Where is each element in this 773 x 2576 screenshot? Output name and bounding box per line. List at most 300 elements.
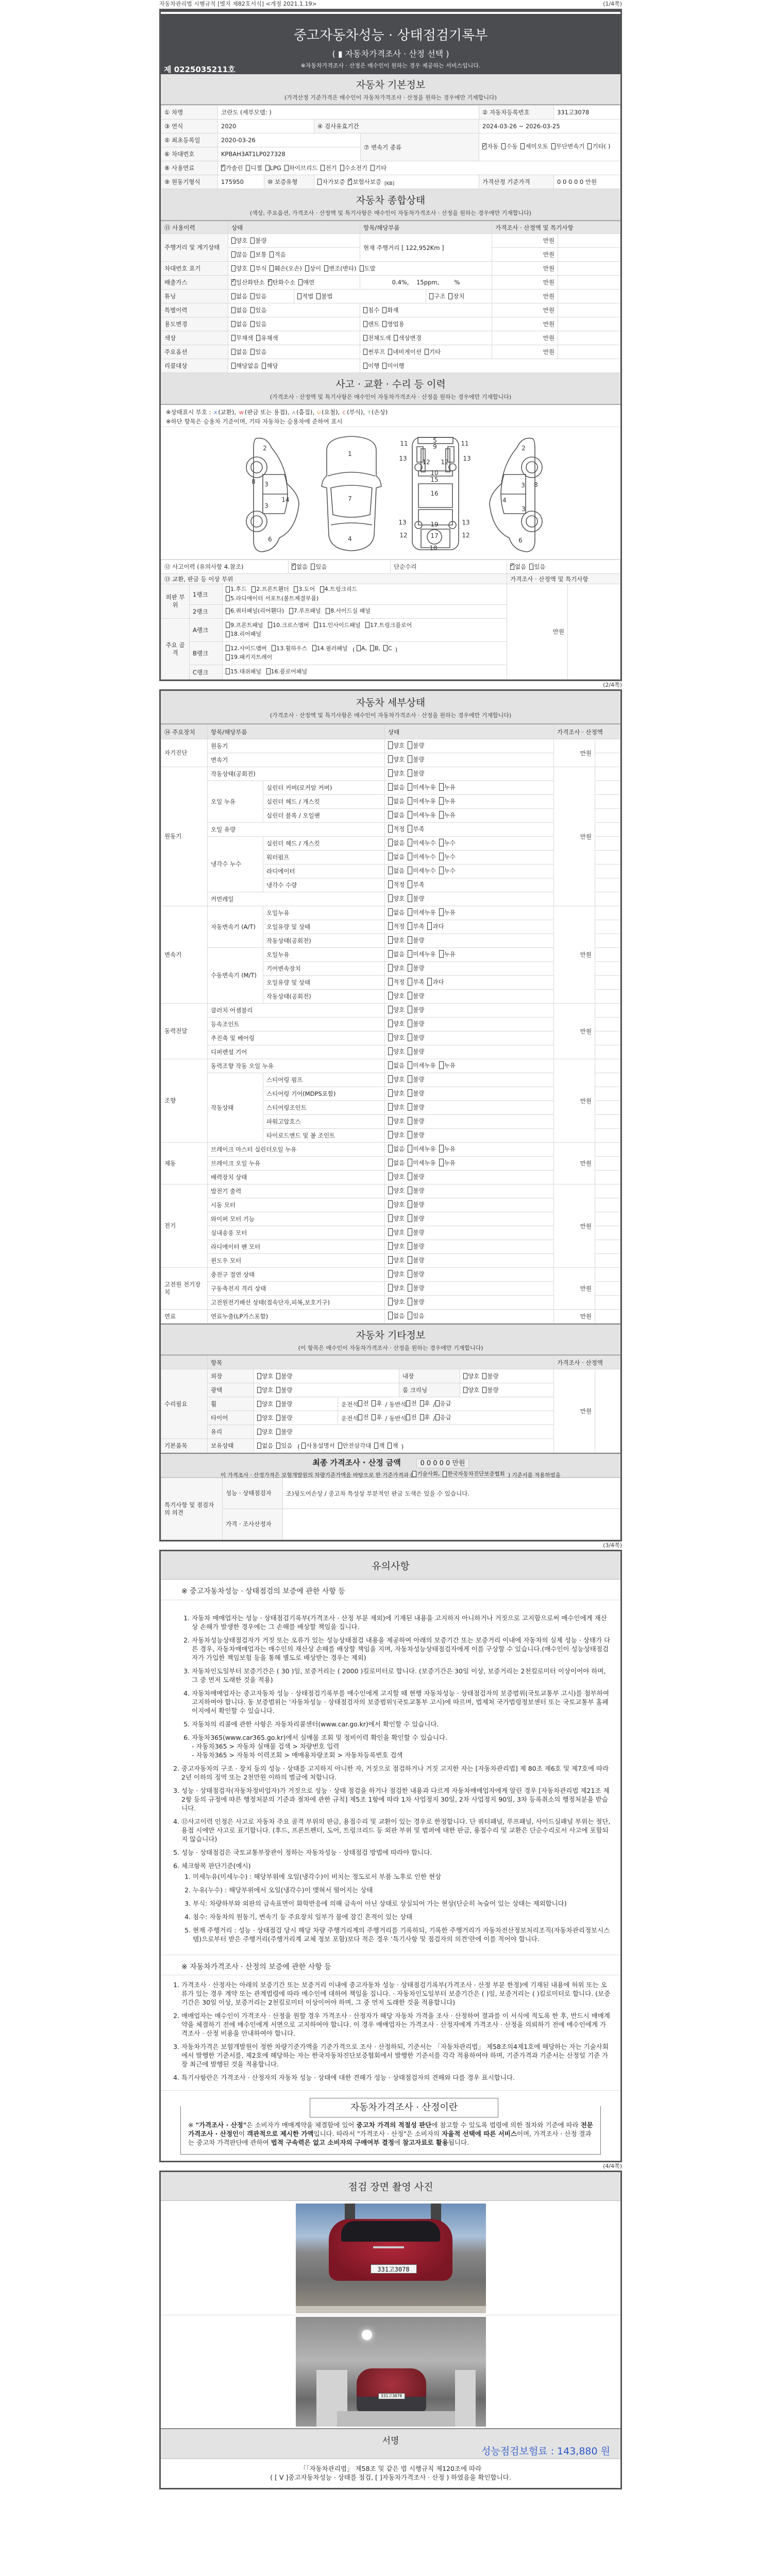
checkbox-option[interactable] <box>374 1442 384 1450</box>
checkbox-option[interactable] <box>276 1372 292 1380</box>
checkbox[interactable] <box>435 1414 440 1420</box>
checkbox[interactable] <box>408 1298 412 1306</box>
checkbox-option[interactable] <box>268 278 295 286</box>
checkbox-option[interactable] <box>429 292 445 300</box>
checkbox[interactable] <box>408 1047 412 1055</box>
checkbox-option[interactable] <box>388 1117 405 1125</box>
checkbox-option[interactable] <box>250 292 266 300</box>
checkbox-option[interactable] <box>388 978 405 986</box>
checkbox-option[interactable] <box>482 143 498 150</box>
checkbox-option[interactable] <box>408 783 435 791</box>
checkbox-option[interactable] <box>408 1159 435 1167</box>
checkbox-option[interactable] <box>297 292 313 300</box>
checkbox[interactable] <box>439 797 444 805</box>
checkbox[interactable] <box>408 1089 412 1097</box>
checkbox[interactable] <box>408 1131 412 1139</box>
checkbox[interactable] <box>439 1159 444 1166</box>
checkbox-option[interactable] <box>388 1061 405 1070</box>
checkbox[interactable] <box>256 335 260 341</box>
checkbox[interactable] <box>482 1373 486 1379</box>
checkbox[interactable] <box>265 165 270 171</box>
checkbox[interactable] <box>388 1187 393 1194</box>
checkbox-option[interactable] <box>408 1228 424 1236</box>
checkbox[interactable] <box>408 992 412 999</box>
checkbox[interactable] <box>408 1075 412 1083</box>
checkbox-option[interactable] <box>388 880 405 889</box>
checkbox-option[interactable] <box>408 1061 435 1070</box>
checkbox[interactable] <box>408 741 412 749</box>
checkbox-option[interactable] <box>408 1117 424 1125</box>
checkbox-option[interactable] <box>370 645 380 652</box>
checkbox[interactable] <box>301 1443 306 1449</box>
checkbox-option[interactable] <box>314 621 360 629</box>
checkbox[interactable] <box>231 265 236 272</box>
checkbox[interactable] <box>388 1214 393 1222</box>
checkbox-option[interactable] <box>256 334 278 342</box>
checkbox[interactable] <box>270 251 274 258</box>
checkbox-option[interactable] <box>321 164 337 172</box>
checkbox-option[interactable] <box>439 867 456 875</box>
checkbox[interactable] <box>439 908 444 916</box>
checkbox-option[interactable] <box>284 164 318 172</box>
checkbox-option[interactable] <box>408 1103 424 1111</box>
checkbox[interactable] <box>388 1200 393 1208</box>
checkbox[interactable] <box>408 825 412 833</box>
checkbox-option[interactable] <box>348 178 381 186</box>
checkbox[interactable] <box>372 1400 376 1406</box>
checkbox[interactable] <box>270 265 274 272</box>
checkbox[interactable] <box>406 1400 410 1406</box>
checkbox-option[interactable] <box>311 563 327 571</box>
checkbox[interactable] <box>262 363 266 369</box>
checkbox-option[interactable] <box>439 908 456 917</box>
checkbox-option[interactable] <box>408 1298 424 1306</box>
checkbox-option[interactable] <box>394 334 421 342</box>
checkbox[interactable] <box>448 293 452 299</box>
checkbox-option[interactable] <box>408 894 424 903</box>
checkbox-option[interactable] <box>221 164 243 172</box>
checkbox-option[interactable] <box>439 797 456 805</box>
checkbox-option[interactable] <box>420 1413 430 1421</box>
checkbox-option[interactable] <box>408 1089 424 1097</box>
checkbox[interactable] <box>312 645 316 651</box>
checkbox-option[interactable] <box>226 607 284 615</box>
checkbox[interactable] <box>420 1414 424 1420</box>
checkbox[interactable] <box>388 1089 393 1097</box>
checkbox[interactable] <box>408 769 412 777</box>
checkbox-option[interactable] <box>250 320 266 328</box>
checkbox-option[interactable] <box>270 264 301 273</box>
checkbox-option[interactable] <box>363 334 391 342</box>
checkbox-option[interactable] <box>408 964 424 972</box>
checkbox[interactable] <box>284 165 289 171</box>
checkbox-option[interactable] <box>363 306 379 314</box>
checkbox-option[interactable] <box>408 1020 424 1028</box>
checkbox-option[interactable] <box>226 595 318 602</box>
checkbox-option[interactable] <box>388 853 405 861</box>
checkbox-option[interactable] <box>276 1442 292 1450</box>
checkbox[interactable] <box>408 1145 412 1153</box>
checkbox[interactable] <box>292 564 296 570</box>
checkbox[interactable] <box>371 165 375 171</box>
checkbox[interactable] <box>231 238 236 244</box>
checkbox[interactable] <box>408 811 412 819</box>
checkbox[interactable] <box>501 143 506 149</box>
checkbox-option[interactable] <box>262 362 278 370</box>
checkbox-option[interactable] <box>388 783 405 791</box>
checkbox[interactable] <box>374 1443 378 1449</box>
checkbox-option[interactable] <box>408 1214 424 1223</box>
checkbox-option[interactable] <box>406 1413 416 1421</box>
checkbox-option[interactable] <box>425 348 441 356</box>
checkbox-option[interactable] <box>383 645 392 652</box>
checkbox-option[interactable] <box>276 1400 292 1408</box>
checkbox[interactable] <box>388 349 392 355</box>
checkbox[interactable] <box>388 1131 393 1139</box>
checkbox[interactable] <box>250 251 255 258</box>
checkbox[interactable] <box>388 1256 393 1264</box>
checkbox[interactable] <box>250 349 255 355</box>
checkbox[interactable] <box>388 964 393 972</box>
checkbox[interactable] <box>231 279 236 285</box>
checkbox-option[interactable] <box>388 992 405 1000</box>
checkbox-option[interactable] <box>363 348 385 356</box>
checkbox-option[interactable] <box>388 839 405 847</box>
checkbox-option[interactable] <box>257 1414 273 1422</box>
checkbox[interactable] <box>408 1200 412 1208</box>
checkbox-option[interactable] <box>246 164 262 172</box>
checkbox[interactable] <box>408 1214 412 1222</box>
checkbox[interactable] <box>231 307 236 313</box>
checkbox[interactable] <box>408 1228 412 1236</box>
checkbox-option[interactable] <box>231 264 247 273</box>
checkbox-option[interactable] <box>520 143 548 150</box>
checkbox-option[interactable] <box>482 1372 498 1380</box>
checkbox-option[interactable] <box>388 1173 405 1181</box>
checkbox-option[interactable] <box>408 1270 424 1278</box>
checkbox-option[interactable] <box>266 668 308 675</box>
checkbox[interactable] <box>388 1159 393 1166</box>
checkbox[interactable] <box>326 608 330 614</box>
checkbox-option[interactable] <box>587 143 610 150</box>
checkbox[interactable] <box>289 608 293 614</box>
checkbox-option[interactable] <box>226 630 261 638</box>
checkbox[interactable] <box>226 668 230 674</box>
checkbox[interactable] <box>429 293 433 299</box>
checkbox-option[interactable] <box>406 1399 416 1408</box>
checkbox-option[interactable] <box>388 811 405 819</box>
checkbox[interactable] <box>388 880 393 888</box>
checkbox[interactable] <box>408 1242 412 1250</box>
checkbox-option[interactable] <box>268 621 309 629</box>
checkbox-option[interactable] <box>365 621 412 629</box>
checkbox[interactable] <box>388 1047 393 1055</box>
checkbox[interactable] <box>388 783 393 791</box>
checkbox-option[interactable] <box>408 769 424 777</box>
checkbox-option[interactable] <box>408 1242 424 1250</box>
checkbox-option[interactable] <box>529 563 545 571</box>
checkbox[interactable] <box>443 1471 447 1477</box>
checkbox-option[interactable] <box>388 741 405 750</box>
checkbox[interactable] <box>408 867 412 874</box>
checkbox[interactable] <box>226 595 230 601</box>
checkbox-option[interactable] <box>439 1159 456 1167</box>
checkbox[interactable] <box>408 783 412 791</box>
checkbox[interactable] <box>388 755 393 763</box>
checkbox-option[interactable] <box>289 607 321 615</box>
checkbox-option[interactable] <box>388 1256 405 1264</box>
checkbox-option[interactable] <box>408 1131 424 1139</box>
checkbox[interactable] <box>388 950 393 958</box>
checkbox[interactable] <box>439 1145 444 1153</box>
checkbox[interactable] <box>348 179 352 185</box>
checkbox-option[interactable] <box>388 1312 405 1320</box>
checkbox-option[interactable] <box>408 922 424 930</box>
checkbox-option[interactable] <box>226 653 272 661</box>
checkbox[interactable] <box>231 251 236 258</box>
checkbox[interactable] <box>226 631 230 637</box>
checkbox[interactable] <box>510 564 514 570</box>
checkbox[interactable] <box>388 1117 393 1125</box>
checkbox[interactable] <box>363 307 367 313</box>
checkbox-option[interactable] <box>231 292 247 300</box>
checkbox[interactable] <box>408 922 412 930</box>
checkbox[interactable] <box>257 1401 261 1407</box>
checkbox-option[interactable] <box>388 867 405 875</box>
checkbox[interactable] <box>268 279 272 285</box>
checkbox-option[interactable] <box>265 164 281 172</box>
checkbox[interactable] <box>482 1387 486 1393</box>
checkbox[interactable] <box>276 1429 280 1435</box>
checkbox-option[interactable] <box>292 563 308 571</box>
checkbox-option[interactable] <box>439 811 456 819</box>
checkbox-option[interactable] <box>231 278 265 286</box>
checkbox[interactable] <box>427 978 432 986</box>
checkbox[interactable] <box>226 645 230 651</box>
checkbox[interactable] <box>250 321 255 327</box>
checkbox[interactable] <box>382 321 386 327</box>
checkbox[interactable] <box>268 622 272 628</box>
checkbox-option[interactable] <box>226 645 267 652</box>
checkbox-option[interactable] <box>463 1386 479 1394</box>
checkbox[interactable] <box>257 1373 261 1379</box>
checkbox[interactable] <box>388 1033 393 1041</box>
checkbox-option[interactable] <box>388 348 422 356</box>
checkbox-option[interactable] <box>294 585 315 593</box>
checkbox[interactable] <box>363 321 367 327</box>
checkbox[interactable] <box>408 755 412 763</box>
checkbox-option[interactable] <box>408 1284 424 1292</box>
checkbox-option[interactable] <box>388 950 405 958</box>
checkbox[interactable] <box>439 783 444 791</box>
checkbox[interactable] <box>358 1400 362 1406</box>
checkbox[interactable] <box>317 179 322 185</box>
checkbox[interactable] <box>382 363 386 369</box>
checkbox-option[interactable] <box>338 1442 372 1450</box>
checkbox-option[interactable] <box>388 1020 405 1028</box>
checkbox[interactable] <box>363 363 367 369</box>
checkbox-option[interactable] <box>270 250 285 259</box>
checkbox[interactable] <box>340 165 344 171</box>
checkbox-option[interactable] <box>408 908 435 917</box>
checkbox[interactable] <box>388 894 393 902</box>
checkbox[interactable] <box>408 1117 412 1125</box>
checkbox[interactable] <box>408 894 412 902</box>
checkbox[interactable] <box>231 335 236 341</box>
checkbox-option[interactable] <box>363 320 379 328</box>
checkbox-option[interactable] <box>388 1187 405 1195</box>
checkbox[interactable] <box>365 622 369 628</box>
checkbox-option[interactable] <box>276 1386 292 1394</box>
checkbox[interactable] <box>482 143 486 149</box>
checkbox-option[interactable] <box>360 264 376 273</box>
checkbox-option[interactable] <box>388 908 405 917</box>
checkbox-option[interactable] <box>408 1173 424 1181</box>
checkbox[interactable] <box>276 1415 280 1421</box>
checkbox-option[interactable] <box>435 1413 451 1421</box>
checkbox-option[interactable] <box>326 607 371 615</box>
checkbox[interactable] <box>408 1020 412 1027</box>
checkbox-option[interactable] <box>551 143 585 150</box>
checkbox[interactable] <box>324 265 328 272</box>
checkbox[interactable] <box>408 1006 412 1013</box>
checkbox-option[interactable] <box>408 936 424 944</box>
checkbox-option[interactable] <box>408 1047 424 1056</box>
checkbox[interactable] <box>321 165 325 171</box>
checkbox[interactable] <box>257 1415 261 1421</box>
checkbox-option[interactable] <box>305 264 321 273</box>
checkbox-option[interactable] <box>388 1103 405 1111</box>
checkbox[interactable] <box>250 293 255 299</box>
checkbox-option[interactable] <box>388 1131 405 1139</box>
checkbox-option[interactable] <box>320 585 358 593</box>
checkbox-option[interactable] <box>408 825 424 833</box>
checkbox[interactable] <box>463 1373 467 1379</box>
checkbox[interactable] <box>388 1242 393 1250</box>
checkbox[interactable] <box>383 645 388 651</box>
checkbox-option[interactable] <box>250 264 266 273</box>
checkbox[interactable] <box>388 769 393 777</box>
checkbox[interactable] <box>412 1471 416 1477</box>
checkbox-option[interactable] <box>226 668 261 675</box>
checkbox[interactable] <box>408 1270 412 1278</box>
checkbox-option[interactable] <box>501 143 517 150</box>
checkbox-option[interactable] <box>382 306 398 314</box>
checkbox[interactable] <box>435 1400 440 1406</box>
checkbox-option[interactable] <box>388 894 405 903</box>
checkbox-option[interactable] <box>231 320 247 328</box>
checkbox[interactable] <box>388 741 393 749</box>
checkbox-option[interactable] <box>408 1256 424 1264</box>
checkbox[interactable] <box>388 978 393 986</box>
checkbox[interactable] <box>388 1270 393 1278</box>
checkbox-option[interactable] <box>408 950 435 958</box>
checkbox-option[interactable] <box>408 853 435 861</box>
checkbox-option[interactable] <box>388 1214 405 1223</box>
checkbox-option[interactable] <box>312 645 348 652</box>
checkbox[interactable] <box>408 853 412 860</box>
checkbox-option[interactable] <box>439 839 456 847</box>
checkbox[interactable] <box>529 564 533 570</box>
checkbox-option[interactable] <box>250 250 266 259</box>
checkbox-option[interactable] <box>388 1047 405 1056</box>
checkbox-option[interactable] <box>388 825 405 833</box>
checkbox[interactable] <box>439 839 444 846</box>
checkbox-option[interactable] <box>388 769 405 777</box>
checkbox-option[interactable] <box>439 783 456 791</box>
checkbox[interactable] <box>406 1414 410 1420</box>
checkbox-option[interactable] <box>231 250 247 259</box>
checkbox[interactable] <box>388 1173 393 1180</box>
checkbox-option[interactable] <box>388 1284 405 1292</box>
checkbox[interactable] <box>358 1414 362 1420</box>
checkbox-option[interactable] <box>408 755 424 764</box>
checkbox-option[interactable] <box>388 1298 405 1306</box>
checkbox[interactable] <box>231 293 236 299</box>
checkbox[interactable] <box>388 1020 393 1027</box>
checkbox-option[interactable] <box>231 306 247 314</box>
checkbox-option[interactable] <box>427 922 444 930</box>
checkbox[interactable] <box>439 867 444 874</box>
checkbox[interactable] <box>231 349 236 355</box>
checkbox-option[interactable] <box>439 950 456 958</box>
checkbox-option[interactable] <box>363 362 379 370</box>
checkbox[interactable] <box>408 1256 412 1264</box>
checkbox-option[interactable] <box>357 645 367 652</box>
checkbox-option[interactable] <box>388 1145 405 1153</box>
checkbox-option[interactable] <box>298 278 314 286</box>
checkbox-option[interactable] <box>257 1372 273 1380</box>
checkbox[interactable] <box>388 1443 392 1449</box>
checkbox[interactable] <box>257 1443 261 1449</box>
checkbox[interactable] <box>388 811 393 819</box>
checkbox[interactable] <box>408 1033 412 1041</box>
checkbox-option[interactable] <box>408 1312 424 1320</box>
checkbox[interactable] <box>266 668 271 674</box>
checkbox-option[interactable] <box>408 1075 424 1083</box>
checkbox[interactable] <box>463 1387 467 1393</box>
checkbox-option[interactable] <box>388 1089 405 1097</box>
checkbox-option[interactable] <box>388 922 405 930</box>
checkbox-option[interactable] <box>340 164 367 172</box>
checkbox-option[interactable] <box>408 978 424 986</box>
checkbox[interactable] <box>320 586 324 592</box>
checkbox-option[interactable] <box>231 236 247 245</box>
checkbox[interactable] <box>226 622 230 628</box>
checkbox[interactable] <box>251 586 256 592</box>
checkbox-option[interactable] <box>439 1061 456 1070</box>
checkbox-option[interactable] <box>448 292 464 300</box>
checkbox[interactable] <box>388 992 393 999</box>
checkbox[interactable] <box>408 797 412 805</box>
checkbox[interactable] <box>587 143 592 149</box>
checkbox[interactable] <box>388 922 393 930</box>
checkbox-option[interactable] <box>388 797 405 805</box>
checkbox-option[interactable] <box>408 797 435 805</box>
checkbox-option[interactable] <box>251 585 289 593</box>
checkbox[interactable] <box>257 1429 261 1435</box>
checkbox[interactable] <box>388 1103 393 1111</box>
checkbox-option[interactable] <box>408 1200 424 1209</box>
checkbox-option[interactable] <box>388 1442 398 1450</box>
checkbox[interactable] <box>276 1443 280 1449</box>
checkbox-option[interactable] <box>408 1006 424 1014</box>
checkbox[interactable] <box>425 349 429 355</box>
checkbox[interactable] <box>408 1312 412 1319</box>
checkbox[interactable] <box>382 307 386 313</box>
checkbox[interactable] <box>276 1387 280 1393</box>
checkbox[interactable] <box>357 645 361 651</box>
